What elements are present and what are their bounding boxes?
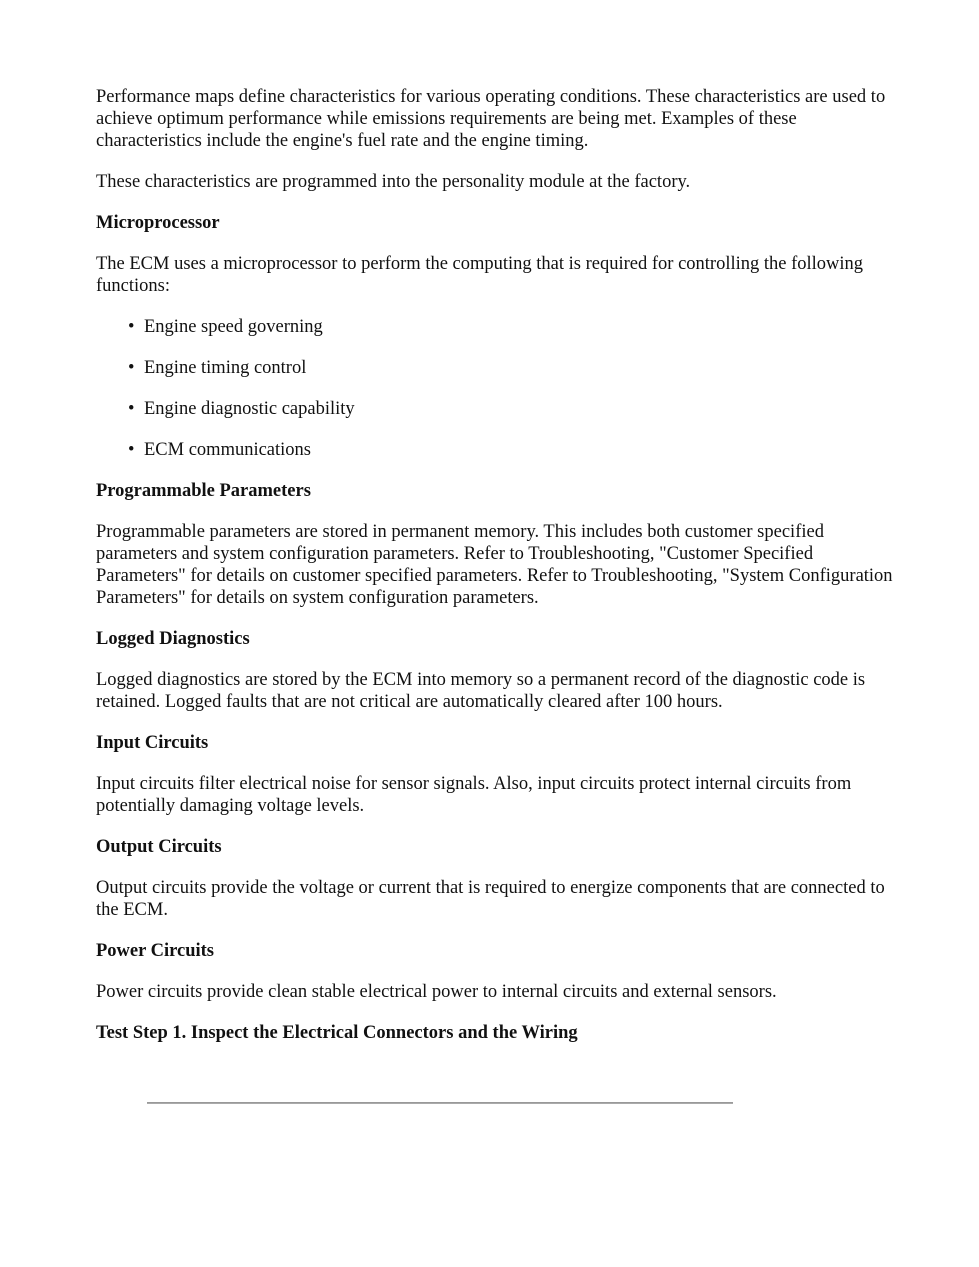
- list-item-text: ECM communications: [144, 440, 311, 460]
- heading-logged-diagnostics: Logged Diagnostics: [96, 629, 250, 649]
- function-list: [96, 316, 896, 461]
- horizontal-divider: [147, 1102, 733, 1104]
- heading-input-circuits: Input Circuits: [96, 733, 209, 753]
- list-item-text: Engine speed governing: [144, 317, 323, 337]
- document-body: [96, 86, 896, 1063]
- programmable-parameters-paragraph: Programmable parameters are stored in permanent memory. This includes both customer specified parameters and system configuration parameters. Refer to Troubleshooting, "Customer Specified Parameters" for details on customer specified parameters. Refer to Troubleshooting, "System Configuration Parameters" for details on system configuration parameters.: [96, 522, 893, 608]
- heading-programmable-parameters: Programmable Parameters: [96, 481, 311, 501]
- input-circuits-paragraph: Input circuits filter electrical noise for sensor signals. Also, input circuits protect internal circuits from potentially damaging voltage levels.: [96, 774, 852, 816]
- heading-power-circuits: Power Circuits: [96, 941, 215, 961]
- list-item-text: Engine timing control: [144, 358, 307, 378]
- intro-paragraph-1: Performance maps define characteristics for various operating conditions. These characteristics are used to achieve optimum performance while emissions requirements are being met. Examples of these characteristics include the engine's fuel rate and the engine timing.: [96, 87, 886, 151]
- bullet-marker: •: [128, 440, 135, 460]
- power-circuits-paragraph: Power circuits provide clean stable electrical power to internal circuits and external sensors.: [96, 982, 777, 1002]
- bullet-marker: •: [128, 358, 135, 378]
- logged-diagnostics-paragraph: Logged diagnostics are stored by the ECM into memory so a permanent record of the diagnostic code is retained. Logged faults that are not critical are automatically cleared after 100 hours.: [96, 670, 866, 712]
- microprocessor-paragraph: The ECM uses a microprocessor to perform the computing that is required for controlling the following functions:: [96, 254, 864, 296]
- output-circuits-paragraph: Output circuits provide the voltage or current that is required to energize components that are connected to the ECM.: [96, 878, 885, 920]
- list-item: [128, 316, 896, 338]
- heading-test-step-1: Test Step 1. Inspect the Electrical Connectors and the Wiring: [96, 1023, 578, 1043]
- bullet-marker: •: [128, 399, 135, 419]
- heading-microprocessor: Microprocessor: [96, 213, 220, 233]
- intro-paragraph-2: These characteristics are programmed into the personality module at the factory.: [96, 172, 691, 192]
- list-item: [128, 439, 896, 461]
- list-item-text: Engine diagnostic capability: [144, 399, 355, 419]
- bullet-marker: •: [128, 317, 135, 337]
- list-item: [128, 357, 896, 379]
- list-item: [128, 398, 896, 420]
- heading-output-circuits: Output Circuits: [96, 837, 222, 857]
